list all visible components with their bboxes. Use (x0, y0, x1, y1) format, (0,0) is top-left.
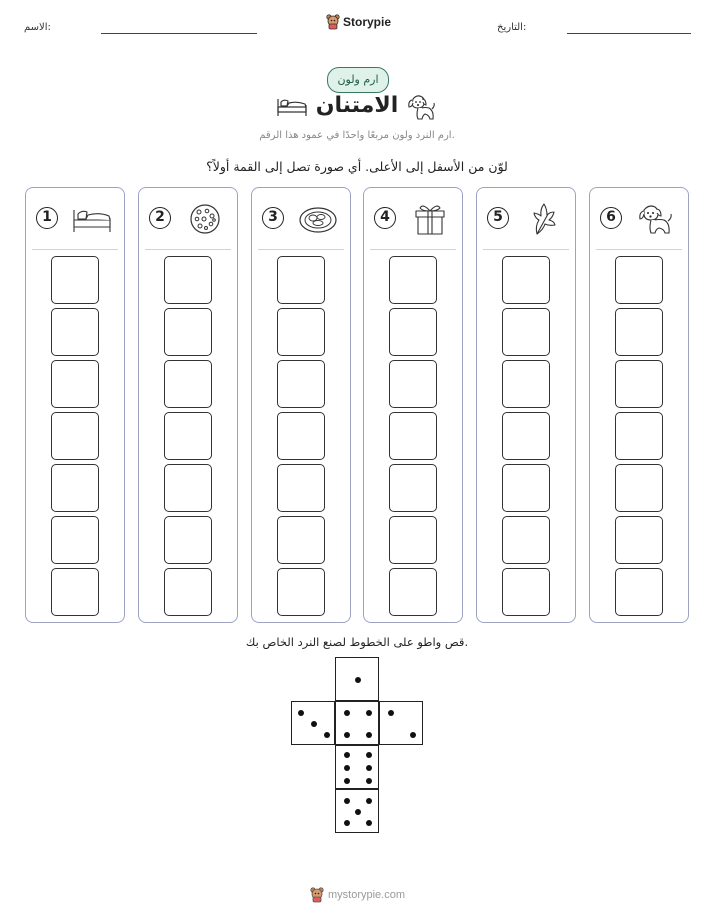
color-box[interactable] (615, 464, 663, 512)
column-4 (363, 187, 463, 623)
column-1 (25, 187, 125, 623)
dice-pip (355, 677, 361, 683)
date-line[interactable] (567, 33, 691, 34)
dice-pip (366, 778, 372, 784)
date-label: التاريخ: (497, 22, 527, 33)
dice-pip (344, 732, 350, 738)
color-box[interactable] (389, 516, 437, 564)
column-number: 1 (36, 207, 58, 229)
color-box[interactable] (277, 412, 325, 460)
bear-logo-icon (326, 14, 340, 30)
column-divider (32, 249, 118, 250)
dice-pip (324, 732, 330, 738)
color-box[interactable] (277, 256, 325, 304)
dice-pip (311, 721, 317, 727)
column-3 (251, 187, 351, 623)
column-6 (589, 187, 689, 623)
color-box[interactable] (502, 308, 550, 356)
footer (310, 887, 405, 903)
puppy-icon (634, 202, 678, 236)
color-box[interactable] (164, 308, 212, 356)
dice-face (335, 745, 379, 789)
color-box[interactable] (389, 256, 437, 304)
dice-pip (388, 710, 394, 716)
dice-pip (355, 809, 361, 815)
column-divider (258, 249, 344, 250)
dice-pip (366, 732, 372, 738)
color-box[interactable] (51, 308, 99, 356)
dice-face (335, 657, 379, 701)
color-box[interactable] (502, 464, 550, 512)
dice-pip (366, 765, 372, 771)
color-box[interactable] (277, 360, 325, 408)
column-number: 2 (149, 207, 171, 229)
color-box[interactable] (502, 568, 550, 616)
name-label: الاسم: (24, 22, 51, 33)
dice-face (379, 701, 423, 745)
color-box[interactable] (164, 360, 212, 408)
color-box[interactable] (164, 412, 212, 460)
color-box[interactable] (277, 464, 325, 512)
color-box[interactable] (615, 412, 663, 460)
dice-pip (410, 732, 416, 738)
instructions-subtitle: ارم النرد ولون مربعًا واحدًا في عمود هذا الرقم. (259, 130, 455, 141)
column-number: 5 (487, 207, 509, 229)
color-box[interactable] (615, 516, 663, 564)
column-divider (596, 249, 682, 250)
color-box[interactable] (502, 256, 550, 304)
dice-pip (366, 752, 372, 758)
dice-pip (344, 710, 350, 716)
column-divider (370, 249, 456, 250)
color-box[interactable] (502, 516, 550, 564)
brand-name: Storypie (343, 15, 392, 29)
dice-pip (344, 820, 350, 826)
dice-face (335, 789, 379, 833)
color-box[interactable] (615, 308, 663, 356)
activity-badge: ارم ولون (327, 67, 389, 93)
column-number: 3 (262, 207, 284, 229)
color-box[interactable] (389, 464, 437, 512)
color-box[interactable] (164, 516, 212, 564)
color-box[interactable] (615, 256, 663, 304)
color-box[interactable] (51, 568, 99, 616)
color-box[interactable] (502, 360, 550, 408)
color-box[interactable] (164, 256, 212, 304)
dice-face (335, 701, 379, 745)
color-box[interactable] (615, 360, 663, 408)
leaf-icon (521, 202, 565, 236)
dice-pip (298, 710, 304, 716)
column-divider (483, 249, 569, 250)
dice-pip (344, 778, 350, 784)
dice-face (291, 701, 335, 745)
color-box[interactable] (164, 568, 212, 616)
brand-logo (326, 14, 391, 30)
color-box[interactable] (389, 568, 437, 616)
color-box[interactable] (389, 412, 437, 460)
column-number: 6 (600, 207, 622, 229)
gift-icon (408, 202, 452, 236)
color-box[interactable] (51, 256, 99, 304)
question-text: لوّن من الأسفل إلى الأعلى. أي صورة تصل إلى القمة أولاً؟ (206, 159, 508, 174)
color-box[interactable] (389, 308, 437, 356)
dice-pip (366, 710, 372, 716)
column-number: 4 (374, 207, 396, 229)
footer-url: mystorypie.com (328, 889, 406, 901)
puppy-title-icon (405, 93, 437, 121)
dice-pip (344, 752, 350, 758)
color-box[interactable] (51, 464, 99, 512)
color-box[interactable] (164, 464, 212, 512)
bear-logo-icon (310, 887, 324, 903)
column-5 (476, 187, 576, 623)
color-box[interactable] (51, 516, 99, 564)
bed-icon (70, 202, 114, 236)
cut-instructions: قص واطو على الخطوط لصنع النرد الخاص بك. (245, 635, 469, 649)
dice-pip (344, 798, 350, 804)
dice-pip (344, 765, 350, 771)
food-plate-icon (296, 202, 340, 236)
dice-pip (366, 798, 372, 804)
color-box[interactable] (277, 308, 325, 356)
column-divider (145, 249, 231, 250)
color-box[interactable] (277, 568, 325, 616)
color-box[interactable] (51, 360, 99, 408)
color-box[interactable] (51, 412, 99, 460)
cookie-icon (183, 202, 227, 236)
name-line[interactable] (101, 33, 257, 34)
color-box[interactable] (502, 412, 550, 460)
page-title: الامتنان (315, 93, 399, 118)
dice-pip (366, 820, 372, 826)
color-box[interactable] (615, 568, 663, 616)
column-2 (138, 187, 238, 623)
color-box[interactable] (277, 516, 325, 564)
color-box[interactable] (389, 360, 437, 408)
